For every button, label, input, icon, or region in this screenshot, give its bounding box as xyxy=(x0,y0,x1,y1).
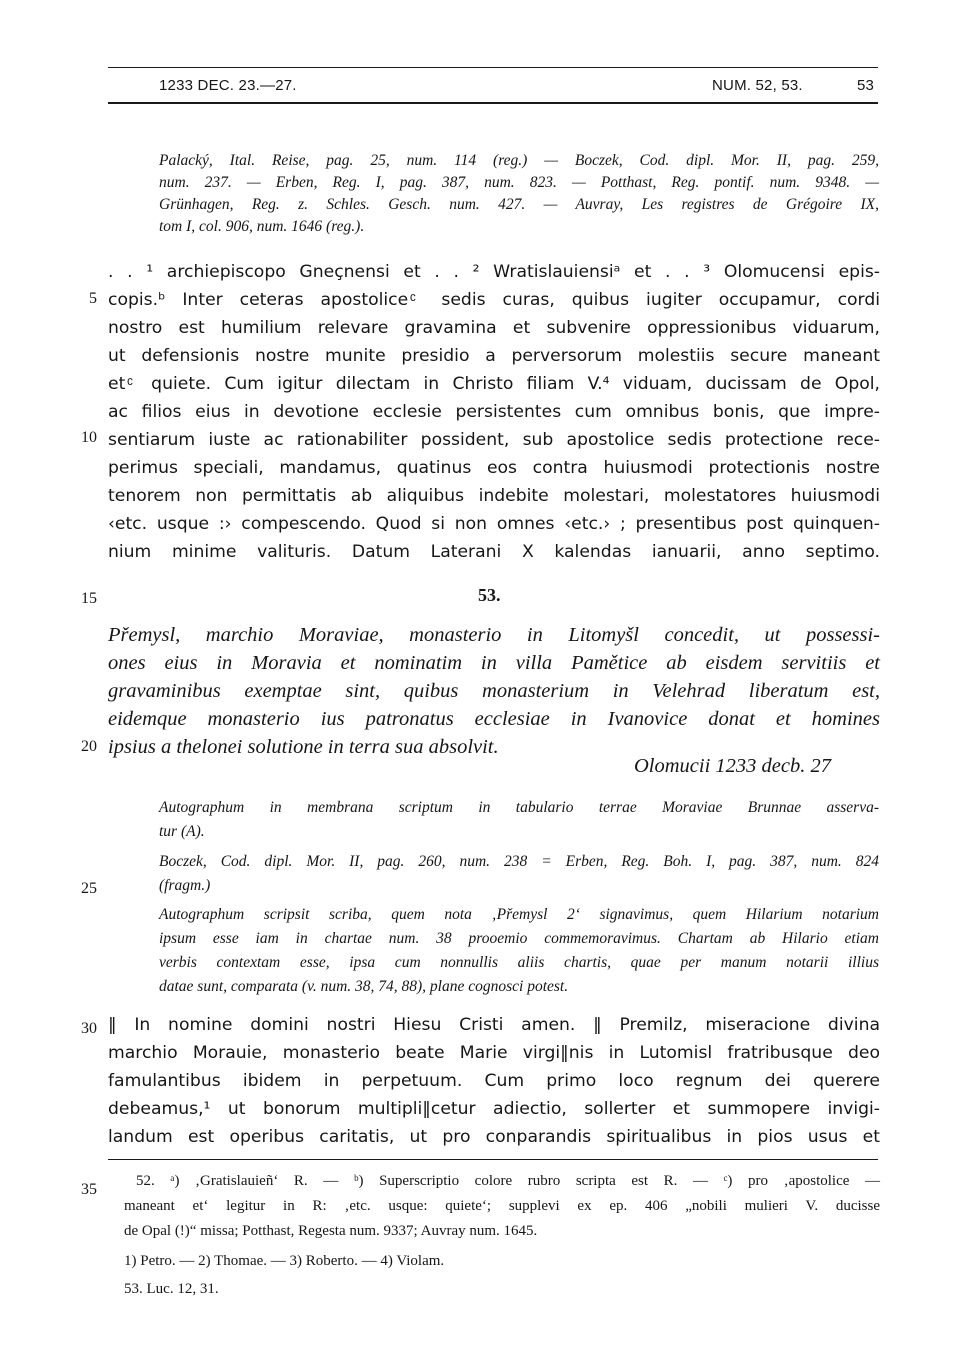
header-date: 1233 DEC. 23.—27. xyxy=(159,77,297,94)
text-line: ‖ In nomine domini nostri Hiesu Cristi amen. ‖ Premilz, miseracione divina xyxy=(108,1015,880,1035)
note-line: (fragm.) xyxy=(159,877,211,894)
footnotes xyxy=(124,1169,880,1302)
text-line: copis.ᵇ Inter ceteras apostolice ͨ sedis curas, quibus iugiter occupamur, cordi xyxy=(108,290,880,310)
place-date: Olomucii 1233 decb. 27 xyxy=(634,755,831,777)
note-line: verbis contextam esse, ipsa cum nonnullis aliis chartis, quae per manum notarii illius xyxy=(159,954,879,971)
doc53-notes xyxy=(159,796,879,999)
text-line: perimus speciali, mandamus, quatinus eos contra huiusmodi protectionis nostre xyxy=(108,458,880,478)
header-num: NUM. 52, 53. xyxy=(712,77,803,94)
regest-line: eidemque monasterio ius patronatus ecclesiae in Ivanovice donat et homines xyxy=(108,708,880,730)
document-number: 53. xyxy=(478,585,501,605)
line-number: 10 xyxy=(81,429,97,446)
regest-line: gravaminibus exemptae sint, quibus monasterium in Velehrad liberatum est, xyxy=(108,680,880,702)
text-line: landum est operibus caritatis, ut pro conparandis spiritualibus in pios usus et xyxy=(108,1127,880,1147)
note-line: ipsum esse iam in chartae num. 38 prooemio commemoravimus. Chartam ab Hilario etiam xyxy=(159,930,879,947)
regest-line: Přemysl, marchio Moraviae, monasterio in Litomyšl concedit, ut possessi- xyxy=(108,624,880,646)
note-line: tur (A). xyxy=(159,823,205,840)
footnote-line: maneant etʻ legitur in R: ‚etc. usque: quieteʻ; supplevi ex ep. 406 „nobili mulieri V. ducisse xyxy=(124,1198,880,1214)
note-line: datae sunt, comparata (v. num. 38, 74, 88), plane cognosci potest. xyxy=(159,978,569,995)
text-line: sentiarum iuste ac rationabiliter possident, sub apostolice sedis protectione rece- xyxy=(108,430,880,450)
ref-line: tom I, col. 906, num. 1646 (reg.). xyxy=(159,218,365,235)
ref-line: Grünhagen, Reg. z. Schles. Gesch. num. 427. — Auvray, Les registres de Grégoire IX, xyxy=(159,196,879,213)
note-line: Boczek, Cod. dipl. Mor. II, pag. 260, num. 238 = Erben, Reg. Boh. I, pag. 387, num. 824 xyxy=(159,853,879,870)
footnote-line: de Opal (!)“ missa; Potthast, Regesta num. 9337; Auvray num. 1645. xyxy=(124,1223,538,1239)
doc52-references xyxy=(159,150,879,238)
ref-line: Palacký, Ital. Reise, pag. 25, num. 114 (reg.) — Boczek, Cod. dipl. Mor. II, pag. 259, xyxy=(159,152,879,169)
text-line: tenorem non permittatis ab aliquibus indebite molestari, molestatores huiusmodi xyxy=(108,486,880,506)
text-line: famulantibus ibidem in perpetuum. Cum primo loco regnum dei querere xyxy=(108,1071,880,1091)
text-line: debeamus,¹ ut bonorum multipli‖cetur adiectio, sollerter et summopere invigi- xyxy=(108,1099,880,1119)
text-line: marchio Morauie, monasterio beate Marie virgi‖nis in Lutomisl fratribusque deo xyxy=(108,1043,880,1063)
line-number: 20 xyxy=(81,738,97,755)
text-line: nium minime valituris. Datum Laterani X kalendas ianuarii, anno septimo. xyxy=(108,542,880,562)
doc53-regest xyxy=(108,621,880,761)
line-number: 35 xyxy=(81,1181,97,1198)
text-line: ac filios eius in devotione ecclesie persistentes cum omnibus bonis, que impre- xyxy=(108,402,880,422)
footnote-line: 52. ᵃ) ‚Gratislauieñʻ R. — ᵇ) Superscriptio colore rubro scripta est R. — ᶜ) pro ‚apostolice — xyxy=(136,1173,880,1189)
header-top-rule xyxy=(108,67,878,68)
header-bottom-rule xyxy=(108,102,878,104)
regest-line: ones eius in Moravia et nominatim in villa Pamětice ab eisdem servitiis et xyxy=(108,652,880,674)
doc53-text xyxy=(108,1011,880,1151)
footnote-line: 53. Luc. 12, 31. xyxy=(124,1281,219,1297)
line-number: 25 xyxy=(81,880,97,897)
page-number: 53 xyxy=(857,77,875,94)
ref-line: num. 237. — Erben, Reg. I, pag. 387, num. 823. — Potthast, Reg. pontif. num. 9348. — xyxy=(159,174,879,191)
text-line: et ͨ quiete. Cum igitur dilectam in Christo filiam V.⁴ viduam, ducissam de Opol, xyxy=(108,374,880,394)
text-line: ‹etc. usque :› compescendo. Quod si non omnes ‹etc.› ; presentibus post quinquen- xyxy=(108,514,880,534)
text-line: ut defensionis nostre munite presidio a perversorum molestiis secure maneant xyxy=(108,346,880,366)
footnote-line: 1) Petro. — 2) Thomae. — 3) Roberto. — 4) Violam. xyxy=(124,1253,445,1269)
line-number: 15 xyxy=(81,590,97,607)
line-number: 5 xyxy=(89,290,97,307)
footnote-rule xyxy=(108,1159,878,1160)
line-number: 30 xyxy=(81,1020,97,1037)
doc52-text xyxy=(108,258,880,566)
regest-line: ipsius a thelonei solutione in terra sua absolvit. xyxy=(108,736,499,758)
note-line: Autographum in membrana scriptum in tabulario terrae Moraviae Brunnae asserva- xyxy=(159,799,879,816)
note-line: Autographum scripsit scriba, quem nota ‚Přemysl 2ʻ signavimus, quem Hilarium notarium xyxy=(159,906,879,923)
text-line: nostro est humilium relevare gravamina et subvenire oppressionibus viduarum, xyxy=(108,318,880,338)
text-line: . . ¹ archiepiscopo Gneçnensi et . . ² Wratislauiensiᵃ et . . ³ Olomucensi epis- xyxy=(108,262,880,282)
